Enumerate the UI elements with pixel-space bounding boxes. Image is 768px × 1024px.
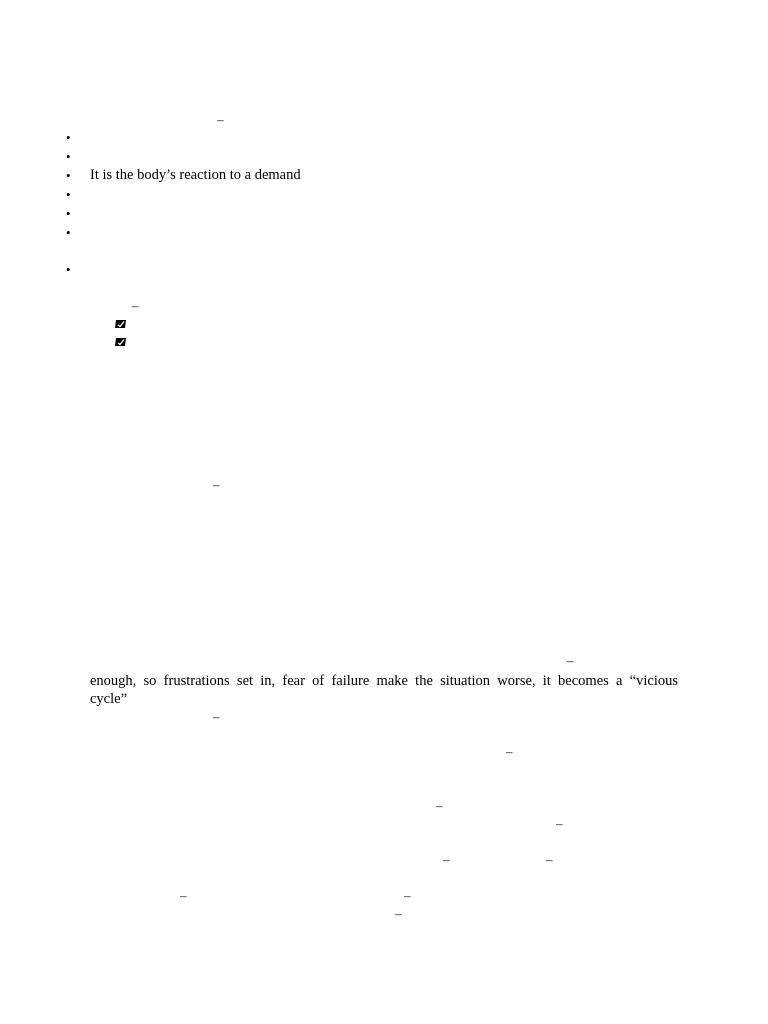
bullet-marker: • bbox=[66, 262, 71, 277]
dash-mark: ‒ bbox=[546, 852, 553, 867]
body-paragraph bbox=[90, 672, 678, 708]
dash-mark: ‒ bbox=[556, 816, 563, 831]
dash-mark: ‒ bbox=[395, 906, 402, 921]
bullet-marker: • bbox=[66, 168, 71, 183]
dash-mark: ‒ bbox=[180, 888, 187, 903]
dash-mark: ‒ bbox=[404, 888, 411, 903]
bullet-marker: • bbox=[66, 225, 71, 240]
checkbox-icon bbox=[114, 318, 127, 328]
dash-mark: ‒ bbox=[217, 112, 224, 127]
bullet-marker: • bbox=[66, 130, 71, 145]
dash-mark: ‒ bbox=[213, 477, 220, 492]
dash-mark: ‒ bbox=[506, 744, 513, 759]
dash-mark: ‒ bbox=[567, 653, 574, 668]
dash-mark: ‒ bbox=[443, 852, 450, 867]
bullet-marker: • bbox=[66, 206, 71, 221]
bullet-marker: • bbox=[66, 149, 71, 164]
list-item-text: It is the body’s reaction to a demand bbox=[90, 167, 301, 183]
dash-mark: ‒ bbox=[132, 298, 139, 313]
dash-mark: ‒ bbox=[436, 798, 443, 813]
checkbox-icon bbox=[114, 336, 127, 346]
dash-mark: ‒ bbox=[213, 709, 220, 724]
paragraph-line: cycle” bbox=[90, 691, 128, 707]
paragraph-line: enough, so frustrations set in, fear of failure make the situation worse, it becomes a “vicious bbox=[90, 673, 678, 689]
bullet-marker: • bbox=[66, 187, 71, 202]
